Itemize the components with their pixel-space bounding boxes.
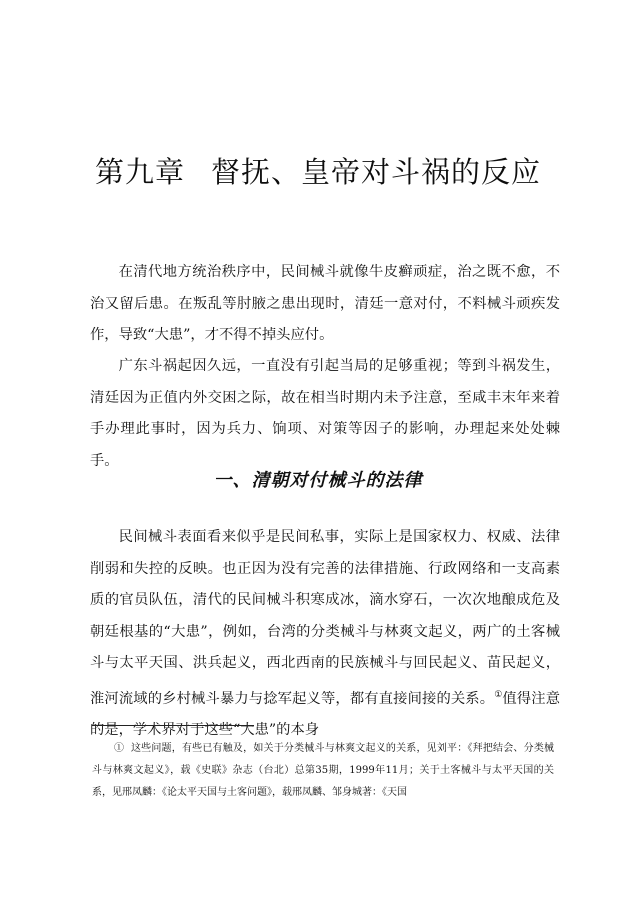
intro-paragraph-2: 广东斗祸起因久远，一直没有引起当局的足够重视；等到斗祸发生，清廷因为正值内外交困之际，故在相当时期内未予注意，至咸丰末年来着手办理此事时，因为兵力、饷项、对策等因子的影响，办理起来处处棘手。: [90, 358, 560, 469]
footnote-marker: ①: [114, 743, 125, 754]
section-heading: 一、清朝对付械斗的法律: [213, 470, 423, 491]
section-paragraph: [90, 522, 560, 746]
footnote-divider: [92, 725, 254, 726]
footnote-reference[interactable]: ①: [494, 689, 503, 700]
chapter-title: [0, 150, 636, 191]
footnote-text: 这些问题，有些已有触及，如关于分类械斗与林爽文起义的关系，见刘平：《拜把结会、分类械斗与林爽文起义》，载《史联》杂志（台北）总第35期，1999年11月；关于土客械斗与太平天国的关系，见邢凤麟：《论太平天国与土客问题》，载邢凤麟、邹身城著：《天国: [92, 743, 555, 798]
chapter-number: 第九章: [94, 155, 185, 189]
footnote: [92, 738, 554, 804]
section-paragraph-text: 民间械斗表面看来似乎是民间私事，实际上是国家权力、权威、法律削弱和失控的反映。也正因为没有完善的法律措施、行政网络和一支高素质的官员队伍，清代的民间械斗积寒成冰，滴水穿石，一次次地酿成危及朝廷根基的“大患”，例如，台湾的分类械斗与林爽文起义，两广的土客械斗与太平天国、洪兵起义，西北西南的民族械斗与回民起义、苗民起义，淮河流域的乡村械斗暴力与捻军起义等，都有直接间接的关系。: [90, 529, 560, 707]
chapter-name: 督抚、皇帝对斗祸的反应: [211, 155, 542, 189]
intro-paragraph-1: 在清代地方统治秩序中，民间械斗就像牛皮癣顽症，治之既不愈，不治又留后患。在叛乱等肘腋之患出现时，清廷一意对付，不料械斗顽疾发作，导致“大患”，才不得不掉头应付。: [90, 264, 560, 343]
section-paragraph-continuation: 值得注意的是，学术界对于这些“大患”的本身: [90, 690, 561, 738]
